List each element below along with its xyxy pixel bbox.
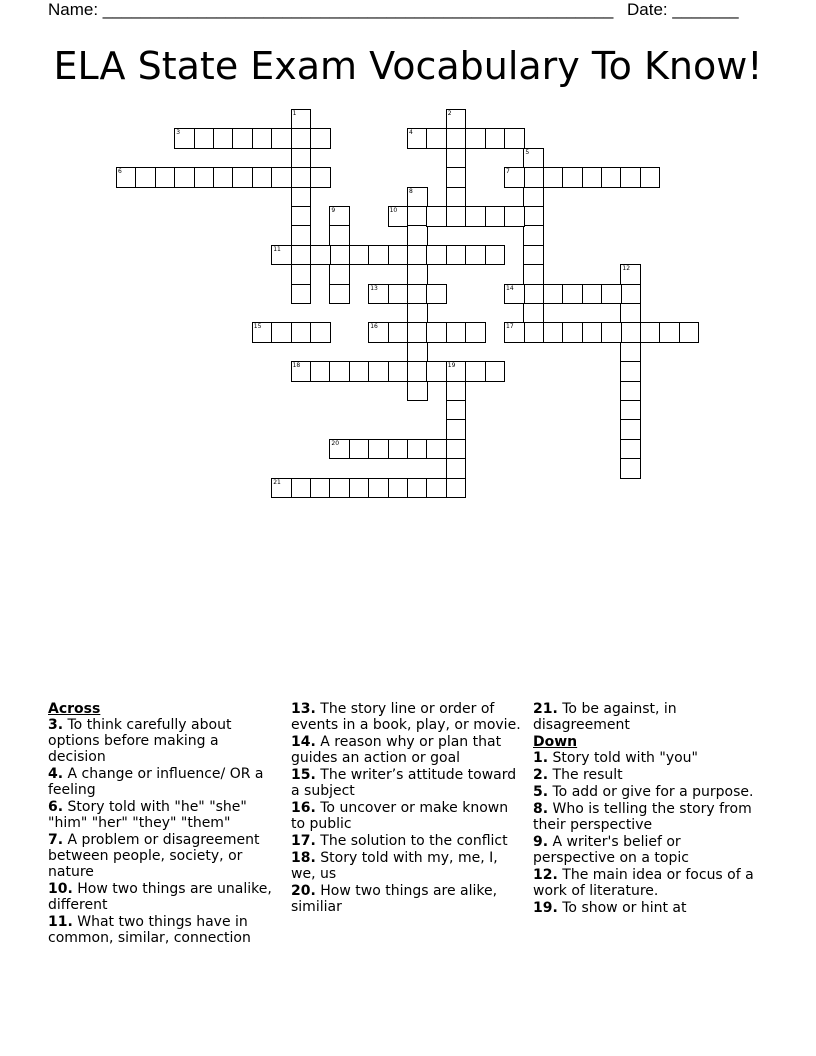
crossword-cell[interactable] xyxy=(523,322,544,343)
crossword-cell[interactable] xyxy=(601,322,622,343)
crossword-cell[interactable] xyxy=(523,148,544,169)
clue-number: 6 xyxy=(118,168,122,176)
crossword-cell[interactable] xyxy=(426,361,447,382)
clue-number: 13 xyxy=(370,284,378,292)
across-clue xyxy=(48,717,280,765)
clue-text: A reason why or plan that guides an action or goal xyxy=(291,734,502,766)
clue-number: 9. xyxy=(533,834,549,850)
crossword-cell[interactable] xyxy=(174,167,195,188)
clue-number: 5 xyxy=(525,148,530,156)
crossword-cell[interactable] xyxy=(407,206,428,227)
clue-text: Who is telling the story from their perspective xyxy=(533,801,752,833)
clue-number: 21. xyxy=(533,701,558,717)
crossword-cell[interactable] xyxy=(252,322,273,343)
crossword-cell[interactable] xyxy=(659,322,680,343)
crossword-cell[interactable] xyxy=(504,167,525,188)
crossword-cell[interactable] xyxy=(407,303,428,324)
clue-number: 4. xyxy=(48,766,64,782)
clue-text: The result xyxy=(548,767,623,783)
clue-number: 10. xyxy=(48,881,73,897)
crossword-cell[interactable] xyxy=(620,458,641,479)
clue-number: 16. xyxy=(291,800,316,816)
down-clue xyxy=(533,801,765,833)
across-clue xyxy=(291,767,523,799)
crossword-cell[interactable] xyxy=(620,439,641,460)
clue-text: To think carefully about options before making a decision xyxy=(48,717,232,765)
clue-number: 20 xyxy=(331,439,340,447)
crossword-cell[interactable] xyxy=(543,167,564,188)
crossword-cell[interactable] xyxy=(620,419,641,440)
crossword-cell[interactable] xyxy=(620,361,641,382)
crossword-cell[interactable] xyxy=(426,284,447,305)
crossword-cell[interactable] xyxy=(271,478,292,499)
across-clue xyxy=(291,833,523,849)
crossword-cell[interactable] xyxy=(213,128,234,149)
crossword-cell[interactable] xyxy=(368,478,389,499)
crossword-cell[interactable] xyxy=(194,128,215,149)
crossword-cell[interactable] xyxy=(310,478,331,499)
crossword-cell[interactable] xyxy=(620,264,641,285)
crossword-cell[interactable] xyxy=(388,361,409,382)
crossword-cell[interactable] xyxy=(562,322,583,343)
clue-number: 17 xyxy=(506,323,514,331)
crossword-cell[interactable] xyxy=(426,245,447,266)
crossword-cell[interactable] xyxy=(310,245,331,266)
across-clue xyxy=(48,799,280,831)
clue-column-1 xyxy=(48,701,280,947)
crossword-cell[interactable] xyxy=(291,322,312,343)
crossword-cell[interactable] xyxy=(485,361,506,382)
crossword-cell[interactable] xyxy=(446,439,467,460)
clue-number: 14 xyxy=(506,284,514,292)
clue-number: 7. xyxy=(48,832,64,848)
crossword-cell[interactable] xyxy=(407,361,428,382)
across-clue xyxy=(291,800,523,832)
clue-number: 3 xyxy=(176,129,181,137)
clue-number: 16 xyxy=(370,323,378,331)
crossword-cell[interactable] xyxy=(271,167,292,188)
clue-text: The solution to the conflict xyxy=(315,833,508,849)
clue-text: Story told with "he" "she" "him" "her" "they" "them" xyxy=(48,799,247,831)
crossword-cell[interactable] xyxy=(368,439,389,460)
down-clue xyxy=(533,900,765,916)
crossword-cell[interactable] xyxy=(582,284,603,305)
crossword-cell[interactable] xyxy=(329,478,350,499)
crossword-cell[interactable] xyxy=(329,284,350,305)
clue-number: 2. xyxy=(533,767,549,783)
clue-number: 5. xyxy=(533,784,549,800)
down-clue xyxy=(533,867,765,899)
clue-number: 13. xyxy=(291,701,316,717)
crossword-cell[interactable] xyxy=(504,322,525,343)
crossword-cell[interactable] xyxy=(465,206,486,227)
clue-number: 1 xyxy=(292,110,297,117)
crossword-cell[interactable] xyxy=(620,381,641,402)
crossword-cell[interactable] xyxy=(523,187,544,208)
crossword-cell[interactable] xyxy=(446,322,467,343)
crossword-cell[interactable] xyxy=(329,206,350,227)
crossword-cell[interactable] xyxy=(388,439,409,460)
crossword-cell[interactable] xyxy=(388,284,409,305)
crossword-cell[interactable] xyxy=(523,206,544,227)
crossword-cell[interactable] xyxy=(232,128,253,149)
clue-number: 12. xyxy=(533,867,558,883)
crossword-cell[interactable] xyxy=(620,167,641,188)
across-clue xyxy=(533,701,765,733)
clue-text: To show or hint at xyxy=(557,900,687,916)
crossword-cell[interactable] xyxy=(155,167,176,188)
clue-text: A change or influence/ OR a feeling xyxy=(48,766,264,798)
clue-number: 3. xyxy=(48,717,64,733)
crossword-cell[interactable] xyxy=(291,361,312,382)
clue-text: A problem or disagreement between people, society, or nature xyxy=(48,832,260,880)
across-clue xyxy=(48,881,280,913)
crossword-cell[interactable] xyxy=(349,361,370,382)
crossword-cell[interactable] xyxy=(543,322,564,343)
clue-number: 10 xyxy=(389,207,398,214)
crossword-cell[interactable] xyxy=(504,284,525,305)
crossword-cell[interactable] xyxy=(329,439,350,460)
crossword-cell[interactable] xyxy=(485,128,506,149)
clue-number: 11 xyxy=(273,245,281,253)
crossword-cell[interactable] xyxy=(426,439,447,460)
crossword-cell[interactable] xyxy=(446,361,467,382)
crossword-cell[interactable] xyxy=(465,245,486,266)
name-field-label: Name: ______________________________________________________ xyxy=(48,0,614,19)
crossword-cell[interactable] xyxy=(620,284,641,305)
crossword-cell[interactable] xyxy=(368,245,389,266)
crossword-cell[interactable] xyxy=(368,361,389,382)
crossword-cell[interactable] xyxy=(446,458,467,479)
crossword-cell[interactable] xyxy=(446,381,467,402)
crossword-cell[interactable] xyxy=(291,478,312,499)
clue-text: How two things are alike, similiar xyxy=(291,883,498,915)
crossword-cell[interactable] xyxy=(426,478,447,499)
down-clue xyxy=(533,767,765,783)
clue-text: Story told with "you" xyxy=(548,750,698,766)
clue-number: 2 xyxy=(447,110,452,117)
clue-number: 19 xyxy=(447,362,456,370)
clue-text: What two things have in common, similar, connection xyxy=(48,914,251,946)
crossword-cell[interactable] xyxy=(407,342,428,363)
crossword-cell[interactable] xyxy=(426,206,447,227)
crossword-cell[interactable] xyxy=(116,167,137,188)
crossword-cell[interactable] xyxy=(543,284,564,305)
crossword-cell[interactable] xyxy=(523,245,544,266)
crossword-cell[interactable] xyxy=(349,478,370,499)
crossword-cell[interactable] xyxy=(194,167,215,188)
crossword-cell[interactable] xyxy=(329,264,350,285)
clue-text: To be against, in disagreement xyxy=(533,701,677,733)
clue-text: The writer’s attitude toward a subject xyxy=(291,767,517,799)
crossword-cell[interactable] xyxy=(446,167,467,188)
clue-number: 20. xyxy=(291,883,316,899)
crossword-cell[interactable] xyxy=(446,478,467,499)
crossword-cell[interactable] xyxy=(582,167,603,188)
clue-number: 15. xyxy=(291,767,316,783)
crossword-cell[interactable] xyxy=(329,361,350,382)
crossword-cell[interactable] xyxy=(446,400,467,421)
crossword-cell[interactable] xyxy=(407,225,428,246)
crossword-cell[interactable] xyxy=(465,322,486,343)
clue-number: 18 xyxy=(292,362,301,370)
crossword-cell[interactable] xyxy=(446,187,467,208)
crossword-cell[interactable] xyxy=(310,167,331,188)
crossword-cell[interactable] xyxy=(620,400,641,421)
crossword-cell[interactable] xyxy=(446,148,467,169)
crossword-cell[interactable] xyxy=(291,264,312,285)
crossword-cell[interactable] xyxy=(291,206,312,227)
crossword-cell[interactable] xyxy=(291,225,312,246)
across-clue xyxy=(291,883,523,915)
clue-number: 12 xyxy=(622,265,631,273)
across-clue xyxy=(48,766,280,798)
crossword-cell[interactable] xyxy=(504,206,525,227)
crossword-cell[interactable] xyxy=(388,206,409,227)
crossword-cell[interactable] xyxy=(291,187,312,208)
clue-number: 15 xyxy=(253,323,262,331)
crossword-cell[interactable] xyxy=(485,245,506,266)
crossword-cell[interactable] xyxy=(388,478,409,499)
crossword-cell[interactable] xyxy=(329,245,350,266)
crossword-cell[interactable] xyxy=(271,322,292,343)
clue-number: 17. xyxy=(291,833,316,849)
clue-number: 18. xyxy=(291,850,316,866)
crossword-cell[interactable] xyxy=(620,322,641,343)
crossword-cell[interactable] xyxy=(407,478,428,499)
crossword-cell[interactable] xyxy=(291,128,312,149)
crossword-cell[interactable] xyxy=(582,322,603,343)
crossword-cell[interactable] xyxy=(446,128,467,149)
crossword-cell[interactable] xyxy=(368,284,389,305)
crossword-cell[interactable] xyxy=(291,148,312,169)
crossword-cell[interactable] xyxy=(504,128,525,149)
crossword-cell[interactable] xyxy=(291,109,312,130)
clue-number: 8 xyxy=(409,187,413,195)
crossword-cell[interactable] xyxy=(426,128,447,149)
crossword-cell[interactable] xyxy=(271,245,292,266)
clue-column-3 xyxy=(533,701,765,917)
crossword-cell[interactable] xyxy=(252,167,273,188)
crossword-cell[interactable] xyxy=(310,322,331,343)
crossword-cell[interactable] xyxy=(407,187,428,208)
crossword-cell[interactable] xyxy=(135,167,156,188)
crossword-cell[interactable] xyxy=(213,167,234,188)
across-heading: Across xyxy=(48,701,101,717)
crossword-cell[interactable] xyxy=(174,128,195,149)
clue-number: 9 xyxy=(331,207,336,214)
crossword-cell[interactable] xyxy=(388,322,409,343)
clue-text: How two things are unalike, different xyxy=(48,881,272,913)
crossword-cell[interactable] xyxy=(562,284,583,305)
crossword-cell[interactable] xyxy=(271,128,292,149)
page-title: ELA State Exam Vocabulary To Know! xyxy=(53,44,763,88)
across-clue xyxy=(48,832,280,880)
down-heading: Down xyxy=(533,734,578,750)
clue-number: 7 xyxy=(506,168,510,176)
crossword-cell[interactable] xyxy=(349,439,370,460)
crossword-cell[interactable] xyxy=(446,206,467,227)
crossword-cell[interactable] xyxy=(679,322,700,343)
crossword-cell[interactable] xyxy=(349,245,370,266)
crossword-cell[interactable] xyxy=(407,439,428,460)
clue-text: A writer's belief or perspective on a topic xyxy=(533,834,689,866)
clue-number: 11. xyxy=(48,914,73,930)
date-field-label: Date: _______ xyxy=(627,0,739,19)
crossword-cell[interactable] xyxy=(407,322,428,343)
crossword-cell[interactable] xyxy=(620,303,641,324)
clue-number: 6. xyxy=(48,799,64,815)
clue-column-2 xyxy=(291,701,523,916)
crossword-cell[interactable] xyxy=(407,381,428,402)
clue-number: 14. xyxy=(291,734,316,750)
down-clue xyxy=(533,834,765,866)
crossword-cell[interactable] xyxy=(407,284,428,305)
crossword-cell[interactable] xyxy=(291,167,312,188)
clue-text: To add or give for a purpose. xyxy=(548,784,754,800)
crossword-cell[interactable] xyxy=(232,167,253,188)
clue-number: 1. xyxy=(533,750,549,766)
crossword-cell[interactable] xyxy=(446,109,467,130)
crossword-cell[interactable] xyxy=(523,303,544,324)
crossword-cell[interactable] xyxy=(485,206,506,227)
clue-number: 8. xyxy=(533,801,549,817)
clue-text: To uncover or make known to public xyxy=(291,800,509,832)
crossword-cell[interactable] xyxy=(640,322,661,343)
across-clue xyxy=(291,701,523,733)
clue-text: Story told with my, me, I, we, us xyxy=(291,850,498,882)
crossword-cell[interactable] xyxy=(407,264,428,285)
crossword-cell[interactable] xyxy=(368,322,389,343)
crossword-cell[interactable] xyxy=(601,284,622,305)
crossword-cell[interactable] xyxy=(388,245,409,266)
crossword-cell[interactable] xyxy=(329,225,350,246)
crossword-cell[interactable] xyxy=(407,245,428,266)
crossword-cell[interactable] xyxy=(426,322,447,343)
crossword-cell[interactable] xyxy=(640,167,661,188)
across-clue xyxy=(48,914,280,946)
clue-number: 19. xyxy=(533,900,558,916)
crossword-cell[interactable] xyxy=(465,361,486,382)
crossword-cell[interactable] xyxy=(523,264,544,285)
across-clue xyxy=(291,734,523,766)
clue-text: The main idea or focus of a work of literature. xyxy=(533,867,754,899)
clue-number: 21 xyxy=(273,478,281,486)
crossword-cell[interactable] xyxy=(523,225,544,246)
down-clue xyxy=(533,750,765,766)
crossword-cell[interactable] xyxy=(252,128,273,149)
crossword-cell[interactable] xyxy=(310,361,331,382)
crossword-cell[interactable] xyxy=(446,245,467,266)
crossword-cell[interactable] xyxy=(601,167,622,188)
crossword-grid xyxy=(0,0,816,520)
crossword-cell[interactable] xyxy=(446,419,467,440)
crossword-cell[interactable] xyxy=(562,167,583,188)
crossword-cell[interactable] xyxy=(291,284,312,305)
clue-text: The story line or order of events in a book, play, or movie. xyxy=(291,701,521,733)
crossword-cell[interactable] xyxy=(523,284,544,305)
crossword-cell[interactable] xyxy=(465,128,486,149)
crossword-cell[interactable] xyxy=(291,245,312,266)
down-clue xyxy=(533,784,765,800)
crossword-cell[interactable] xyxy=(407,128,428,149)
across-clue xyxy=(291,850,523,882)
crossword-cell[interactable] xyxy=(310,128,331,149)
crossword-cell[interactable] xyxy=(620,342,641,363)
clue-number: 4 xyxy=(409,129,413,137)
crossword-cell[interactable] xyxy=(523,167,544,188)
